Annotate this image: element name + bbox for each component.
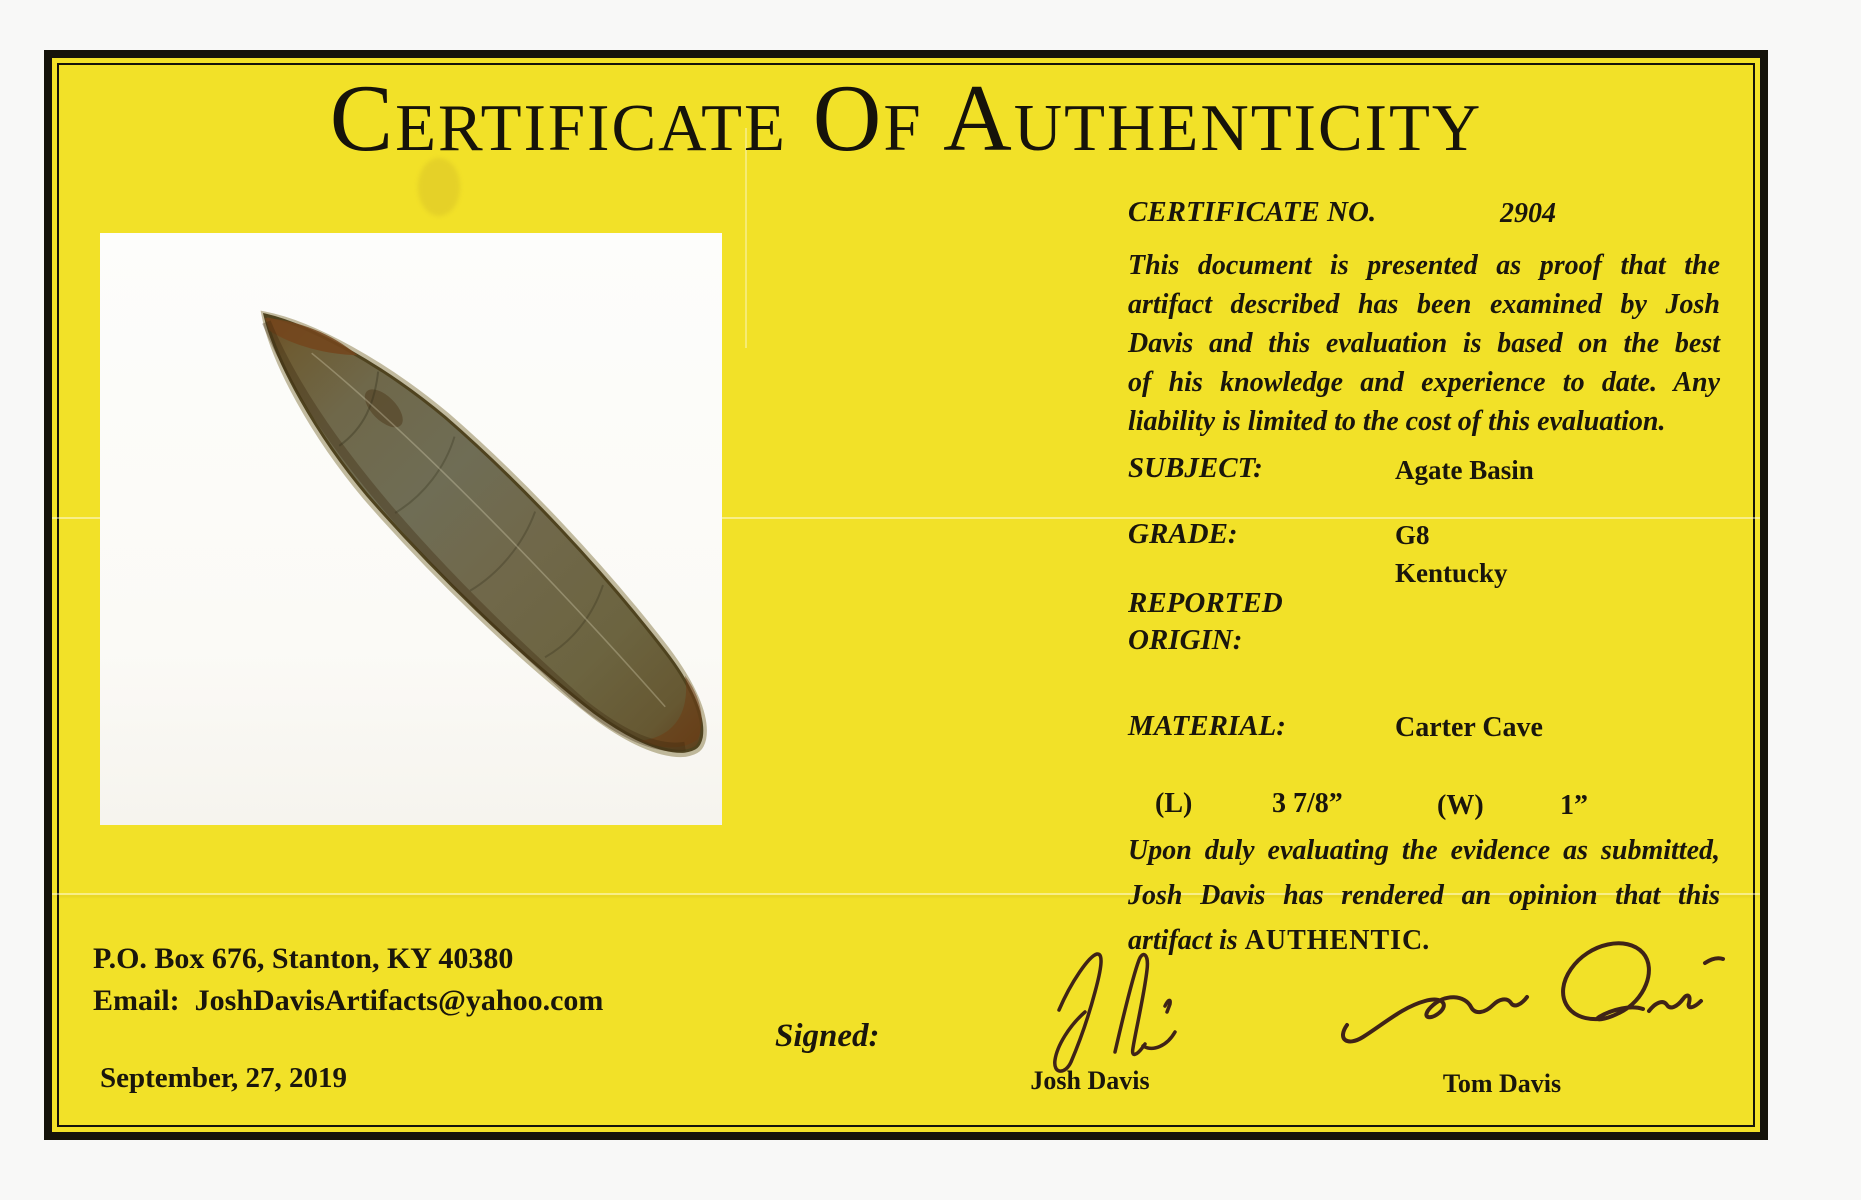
email-line <box>93 980 603 1022</box>
width-value: 1” <box>1560 790 1588 821</box>
arrowhead-image <box>100 233 722 825</box>
reported-origin-label-line2: ORIGIN: <box>1128 624 1243 656</box>
grade-label: GRADE: <box>1128 518 1238 550</box>
signed-label: Signed: <box>775 1018 880 1054</box>
josh-davis-name: Josh Davis <box>1030 1066 1150 1095</box>
intro-line: This document is presented as proof that the <box>1128 250 1720 281</box>
reported-origin-label <box>1128 585 1283 659</box>
address-line: P.O. Box 676, Stanton, KY 40380 <box>93 942 514 975</box>
subject-value: Agate Basin <box>1395 455 1534 485</box>
conclusion-line3-pre: artifact is <box>1128 925 1245 956</box>
width-label: (W) <box>1437 790 1484 821</box>
conclusion-authentic: AUTHENTIC <box>1244 925 1424 956</box>
reported-origin-label-line1: REPORTED <box>1128 587 1283 619</box>
subject-label: SUBJECT: <box>1128 452 1263 484</box>
reported-origin-value: Kentucky <box>1395 558 1508 588</box>
email-address: JoshDavisArtifacts@yahoo.com <box>194 984 604 1017</box>
contact-block <box>93 938 603 1022</box>
tom-davis-signature <box>1337 933 1737 1068</box>
conclusion-line: Upon duly evaluating the evidence as submitted, <box>1128 835 1720 866</box>
josh-davis-signature <box>1037 948 1217 1073</box>
intro-paragraph <box>1128 250 1720 445</box>
grade-value: G8 <box>1395 520 1430 550</box>
certificate <box>44 50 1768 1140</box>
material-value: Carter Cave <box>1395 712 1543 743</box>
artifact-photo <box>100 233 722 825</box>
material-label: MATERIAL: <box>1128 710 1286 742</box>
intro-line: artifact described has been examined by Josh <box>1128 289 1720 320</box>
intro-line: liability is limited to the cost of this evaluation. <box>1128 406 1666 437</box>
intro-line: Davis and this evaluation is based on the best <box>1128 328 1720 359</box>
length-value: 3 7/8” <box>1272 788 1343 819</box>
length-label: (L) <box>1155 788 1193 819</box>
email-label: Email: <box>93 984 180 1017</box>
conclusion-line3-post: . <box>1423 925 1431 956</box>
intro-line: of his knowledge and experience to date. Any <box>1128 367 1720 398</box>
tom-davis-name: Tom Davis <box>1442 1069 1562 1098</box>
certificate-title: Certificate Of Authenticity <box>329 65 1483 171</box>
certificate-no-value: 2904 <box>1500 198 1556 229</box>
certificate-no-label: CERTIFICATE NO. <box>1128 196 1377 228</box>
date-line: September, 27, 2019 <box>100 1062 348 1094</box>
conclusion-line: Josh Davis has rendered an opinion that this <box>1128 880 1720 911</box>
